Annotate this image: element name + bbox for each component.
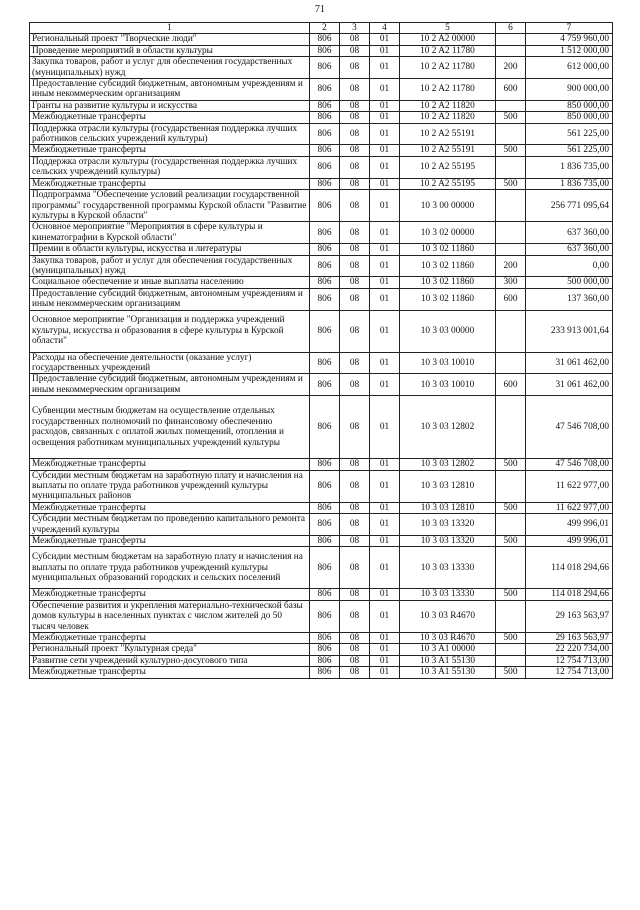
row-code-5: 10 3 02 11860 xyxy=(400,255,496,277)
row-code-6 xyxy=(496,547,526,589)
row-code-5: 10 3 02 11860 xyxy=(400,288,496,310)
table-row xyxy=(30,589,613,600)
row-code-4: 01 xyxy=(370,589,400,600)
row-amount: 1 836 735,00 xyxy=(526,156,613,178)
row-code-6 xyxy=(496,310,526,352)
row-code-6: 600 xyxy=(496,288,526,310)
row-code-4: 01 xyxy=(370,255,400,277)
row-name: Обеспечение развития и укрепления материально-технической базы домов культуры в населенных пунктах с числом жителей до 50 тысяч человек xyxy=(30,600,310,632)
row-code-6 xyxy=(496,514,526,536)
row-code-6 xyxy=(496,45,526,56)
table-row xyxy=(30,45,613,56)
row-code-4: 01 xyxy=(370,288,400,310)
row-amount: 499 996,01 xyxy=(526,514,613,536)
row-code-5: 10 3 03 10010 xyxy=(400,374,496,396)
row-code-3: 08 xyxy=(340,310,370,352)
table-row xyxy=(30,255,613,277)
row-code-4: 01 xyxy=(370,396,400,459)
table-row xyxy=(30,79,613,101)
table-row xyxy=(30,277,613,288)
row-code-5: 10 2 A2 55191 xyxy=(400,145,496,156)
row-amount: 114 018 294,66 xyxy=(526,589,613,600)
row-code-3: 08 xyxy=(340,112,370,123)
row-code-2: 806 xyxy=(310,514,340,536)
table-row xyxy=(30,222,613,244)
row-name: Гранты на развитие культуры и искусства xyxy=(30,100,310,111)
row-name: Проведение мероприятий в области культуры xyxy=(30,45,310,56)
row-code-2: 806 xyxy=(310,244,340,255)
row-code-4: 01 xyxy=(370,600,400,632)
row-amount: 256 771 095,64 xyxy=(526,190,613,222)
row-code-5: 10 3 02 11860 xyxy=(400,244,496,255)
row-code-2: 806 xyxy=(310,502,340,513)
row-code-6: 500 xyxy=(496,536,526,547)
table-row xyxy=(30,600,613,632)
table-row xyxy=(30,352,613,374)
row-code-2: 806 xyxy=(310,374,340,396)
row-code-5: 10 3 02 11860 xyxy=(400,277,496,288)
row-code-3: 08 xyxy=(340,514,370,536)
table-row xyxy=(30,244,613,255)
row-amount: 500 000,00 xyxy=(526,277,613,288)
row-code-6: 500 xyxy=(496,667,526,678)
row-code-3: 08 xyxy=(340,667,370,678)
row-code-3: 08 xyxy=(340,502,370,513)
column-header: 6 xyxy=(496,23,526,34)
row-code-3: 08 xyxy=(340,100,370,111)
row-code-4: 01 xyxy=(370,244,400,255)
row-code-6 xyxy=(496,34,526,45)
row-name: Поддержка отрасли культуры (государственная поддержка лучших сельских учреждений культуры) xyxy=(30,156,310,178)
row-code-5: 10 2 A2 00000 xyxy=(400,34,496,45)
row-code-4: 01 xyxy=(370,644,400,655)
row-code-6: 500 xyxy=(496,502,526,513)
row-code-5: 10 3 A1 00000 xyxy=(400,644,496,655)
table-row xyxy=(30,547,613,589)
row-code-3: 08 xyxy=(340,45,370,56)
row-name: Поддержка отрасли культуры (государственная поддержка лучших работников сельских учреждений культуры) xyxy=(30,123,310,145)
row-code-4: 01 xyxy=(370,667,400,678)
row-code-3: 08 xyxy=(340,244,370,255)
budget-table xyxy=(29,22,613,679)
row-code-4: 01 xyxy=(370,112,400,123)
row-code-3: 08 xyxy=(340,277,370,288)
row-code-6: 500 xyxy=(496,633,526,644)
row-code-3: 08 xyxy=(340,156,370,178)
row-code-4: 01 xyxy=(370,123,400,145)
row-name: Межбюджетные трансферты xyxy=(30,633,310,644)
row-code-2: 806 xyxy=(310,178,340,189)
table-row xyxy=(30,655,613,666)
row-code-4: 01 xyxy=(370,536,400,547)
row-code-5: 10 3 03 R4670 xyxy=(400,633,496,644)
row-code-2: 806 xyxy=(310,667,340,678)
row-code-3: 08 xyxy=(340,79,370,101)
row-amount: 31 061 462,00 xyxy=(526,352,613,374)
row-code-2: 806 xyxy=(310,123,340,145)
row-code-2: 806 xyxy=(310,459,340,470)
row-name: Региональный проект "Культурная среда" xyxy=(30,644,310,655)
row-code-5: 10 3 A1 55130 xyxy=(400,667,496,678)
row-code-3: 08 xyxy=(340,145,370,156)
row-code-2: 806 xyxy=(310,45,340,56)
row-code-5: 10 3 A1 55130 xyxy=(400,655,496,666)
row-code-6 xyxy=(496,352,526,374)
row-code-4: 01 xyxy=(370,352,400,374)
row-amount: 11 622 977,00 xyxy=(526,502,613,513)
row-code-4: 01 xyxy=(370,514,400,536)
row-amount: 47 546 708,00 xyxy=(526,396,613,459)
row-code-5: 10 3 00 00000 xyxy=(400,190,496,222)
row-code-5: 10 2 A2 11820 xyxy=(400,100,496,111)
table-row xyxy=(30,374,613,396)
row-name: Субсидии местным бюджетам по проведению капитального ремонта учреждений культуры xyxy=(30,514,310,536)
row-code-5: 10 3 03 12810 xyxy=(400,470,496,502)
column-header: 1 xyxy=(30,23,310,34)
row-name: Предоставление субсидий бюджетным, автономным учреждениям и иным некоммерческим организациям xyxy=(30,374,310,396)
row-code-3: 08 xyxy=(340,34,370,45)
row-code-4: 01 xyxy=(370,502,400,513)
row-code-2: 806 xyxy=(310,222,340,244)
row-amount: 850 000,00 xyxy=(526,100,613,111)
row-code-3: 08 xyxy=(340,547,370,589)
row-code-6 xyxy=(496,244,526,255)
row-code-4: 01 xyxy=(370,633,400,644)
row-name: Межбюджетные трансферты xyxy=(30,502,310,513)
row-code-2: 806 xyxy=(310,310,340,352)
row-code-3: 08 xyxy=(340,57,370,79)
row-code-2: 806 xyxy=(310,112,340,123)
row-code-4: 01 xyxy=(370,156,400,178)
table-row xyxy=(30,288,613,310)
row-name: Межбюджетные трансферты xyxy=(30,536,310,547)
row-code-4: 01 xyxy=(370,277,400,288)
row-amount: 114 018 294,66 xyxy=(526,547,613,589)
row-code-3: 08 xyxy=(340,352,370,374)
row-code-6 xyxy=(496,190,526,222)
table-row xyxy=(30,470,613,502)
row-name: Закупка товаров, работ и услуг для обеспечения государственных (муниципальных) нужд xyxy=(30,255,310,277)
row-code-4: 01 xyxy=(370,547,400,589)
row-code-4: 01 xyxy=(370,34,400,45)
row-code-6: 600 xyxy=(496,374,526,396)
row-amount: 29 163 563,97 xyxy=(526,600,613,632)
row-code-5: 10 2 A2 11780 xyxy=(400,79,496,101)
row-code-5: 10 3 03 13320 xyxy=(400,536,496,547)
row-name: Расходы на обеспечение деятельности (оказание услуг) государственных учреждений xyxy=(30,352,310,374)
row-code-5: 10 3 03 00000 xyxy=(400,310,496,352)
row-code-6: 500 xyxy=(496,145,526,156)
row-code-2: 806 xyxy=(310,288,340,310)
row-code-5: 10 3 03 13320 xyxy=(400,514,496,536)
row-amount: 499 996,01 xyxy=(526,536,613,547)
row-code-5: 10 3 03 12810 xyxy=(400,502,496,513)
row-code-4: 01 xyxy=(370,57,400,79)
column-header: 4 xyxy=(370,23,400,34)
row-name: Развитие сети учреждений культурно-досугового типа xyxy=(30,655,310,666)
table-row xyxy=(30,396,613,459)
row-name: Предоставление субсидий бюджетным, автономным учреждениям и иным некоммерческим организациям xyxy=(30,288,310,310)
row-name: Подпрограмма "Обеспечение условий реализации государственной программы" государственной программы Курской области "Развитие культуры в Курской области" xyxy=(30,190,310,222)
table-row xyxy=(30,178,613,189)
row-code-3: 08 xyxy=(340,178,370,189)
row-name: Межбюджетные трансферты xyxy=(30,178,310,189)
row-code-5: 10 2 A2 55195 xyxy=(400,156,496,178)
row-code-6: 500 xyxy=(496,459,526,470)
row-amount: 1 836 735,00 xyxy=(526,178,613,189)
table-row xyxy=(30,34,613,45)
row-code-2: 806 xyxy=(310,655,340,666)
row-code-4: 01 xyxy=(370,655,400,666)
table-row xyxy=(30,112,613,123)
row-amount: 637 360,00 xyxy=(526,222,613,244)
row-code-3: 08 xyxy=(340,222,370,244)
table-row xyxy=(30,514,613,536)
row-name: Межбюджетные трансферты xyxy=(30,145,310,156)
row-amount: 12 754 713,00 xyxy=(526,667,613,678)
table-row xyxy=(30,644,613,655)
table-row xyxy=(30,100,613,111)
row-name: Основное мероприятие "Мероприятия в сфере культуры и кинематографии в Курской области" xyxy=(30,222,310,244)
row-code-4: 01 xyxy=(370,178,400,189)
header-row xyxy=(30,23,613,34)
row-code-5: 10 3 03 12802 xyxy=(400,396,496,459)
row-code-5: 10 2 A2 11780 xyxy=(400,45,496,56)
row-code-5: 10 2 A2 11780 xyxy=(400,57,496,79)
row-code-2: 806 xyxy=(310,277,340,288)
row-name: Межбюджетные трансферты xyxy=(30,589,310,600)
table-row xyxy=(30,123,613,145)
row-code-3: 08 xyxy=(340,644,370,655)
row-name: Социальное обеспечение и иные выплаты населению xyxy=(30,277,310,288)
row-amount: 29 163 563,97 xyxy=(526,633,613,644)
row-code-6 xyxy=(496,222,526,244)
row-code-2: 806 xyxy=(310,633,340,644)
row-code-6: 200 xyxy=(496,57,526,79)
row-name: Закупка товаров, работ и услуг для обеспечения государственных (муниципальных) нужд xyxy=(30,57,310,79)
row-amount: 47 546 708,00 xyxy=(526,459,613,470)
row-amount: 850 000,00 xyxy=(526,112,613,123)
row-code-2: 806 xyxy=(310,100,340,111)
row-code-6 xyxy=(496,100,526,111)
row-code-5: 10 2 A2 55195 xyxy=(400,178,496,189)
row-code-6: 500 xyxy=(496,178,526,189)
row-code-4: 01 xyxy=(370,145,400,156)
table-row xyxy=(30,156,613,178)
row-name: Субвенции местным бюджетам на осуществление отдельных государственных полномочий по финансовому обеспечению расходов, связанных с оплатой жилых помещений, отопления и освещения работникам муниципальных учреждений культуры xyxy=(30,396,310,459)
row-amount: 233 913 001,64 xyxy=(526,310,613,352)
row-name: Межбюджетные трансферты xyxy=(30,459,310,470)
row-code-5: 10 3 03 13330 xyxy=(400,547,496,589)
row-code-2: 806 xyxy=(310,145,340,156)
column-header: 5 xyxy=(400,23,496,34)
row-amount: 4 759 960,00 xyxy=(526,34,613,45)
row-name: Субсидии местным бюджетам на заработную плату и начисления на выплаты по оплате труда работников учреждений культуры муниципальных образований городских и сельских поселений xyxy=(30,547,310,589)
row-code-5: 10 3 03 12802 xyxy=(400,459,496,470)
row-code-2: 806 xyxy=(310,79,340,101)
table-row xyxy=(30,57,613,79)
row-code-2: 806 xyxy=(310,470,340,502)
row-code-2: 806 xyxy=(310,57,340,79)
table-row xyxy=(30,145,613,156)
table-row xyxy=(30,667,613,678)
row-code-6: 500 xyxy=(496,589,526,600)
table-row xyxy=(30,502,613,513)
table-row xyxy=(30,459,613,470)
row-code-3: 08 xyxy=(340,255,370,277)
row-code-3: 08 xyxy=(340,655,370,666)
row-code-2: 806 xyxy=(310,190,340,222)
row-amount: 22 220 734,00 xyxy=(526,644,613,655)
row-code-6 xyxy=(496,123,526,145)
row-code-5: 10 3 02 00000 xyxy=(400,222,496,244)
row-code-6 xyxy=(496,156,526,178)
row-code-2: 806 xyxy=(310,589,340,600)
row-code-2: 806 xyxy=(310,396,340,459)
row-code-6 xyxy=(496,396,526,459)
row-code-2: 806 xyxy=(310,536,340,547)
row-amount: 561 225,00 xyxy=(526,123,613,145)
row-code-5: 10 2 A2 55191 xyxy=(400,123,496,145)
row-amount: 612 000,00 xyxy=(526,57,613,79)
row-amount: 900 000,00 xyxy=(526,79,613,101)
column-header: 2 xyxy=(310,23,340,34)
row-code-3: 08 xyxy=(340,396,370,459)
row-code-4: 01 xyxy=(370,310,400,352)
row-code-4: 01 xyxy=(370,79,400,101)
row-code-5: 10 3 03 10010 xyxy=(400,352,496,374)
row-code-4: 01 xyxy=(370,222,400,244)
row-name: Межбюджетные трансферты xyxy=(30,667,310,678)
row-name: Премии в области культуры, искусства и литературы xyxy=(30,244,310,255)
row-code-3: 08 xyxy=(340,589,370,600)
row-code-2: 806 xyxy=(310,352,340,374)
row-code-5: 10 2 A2 11820 xyxy=(400,112,496,123)
row-name: Региональный проект "Творческие люди" xyxy=(30,34,310,45)
row-code-3: 08 xyxy=(340,470,370,502)
column-header: 7 xyxy=(526,23,613,34)
row-code-3: 08 xyxy=(340,536,370,547)
row-code-4: 01 xyxy=(370,374,400,396)
row-name: Основное мероприятие "Организация и поддержка учреждений культуры, искусства и образования в сфере культуры в Курской области" xyxy=(30,310,310,352)
row-code-6 xyxy=(496,470,526,502)
row-amount: 0,00 xyxy=(526,255,613,277)
row-amount: 11 622 977,00 xyxy=(526,470,613,502)
row-code-6: 600 xyxy=(496,79,526,101)
row-code-6 xyxy=(496,655,526,666)
row-code-3: 08 xyxy=(340,633,370,644)
row-amount: 31 061 462,00 xyxy=(526,374,613,396)
row-code-2: 806 xyxy=(310,600,340,632)
row-code-6: 200 xyxy=(496,255,526,277)
row-code-3: 08 xyxy=(340,123,370,145)
row-amount: 12 754 713,00 xyxy=(526,655,613,666)
row-code-2: 806 xyxy=(310,156,340,178)
page-number: 71 xyxy=(315,4,325,15)
table-row xyxy=(30,310,613,352)
row-amount: 561 225,00 xyxy=(526,145,613,156)
row-name: Субсидии местным бюджетам на заработную плату и начисления на выплаты по оплате труда работников учреждений культуры муниципальных районов xyxy=(30,470,310,502)
row-code-4: 01 xyxy=(370,459,400,470)
row-code-6 xyxy=(496,644,526,655)
table-row xyxy=(30,633,613,644)
row-amount: 137 360,00 xyxy=(526,288,613,310)
row-code-4: 01 xyxy=(370,190,400,222)
row-code-5: 10 3 03 13330 xyxy=(400,589,496,600)
row-code-3: 08 xyxy=(340,288,370,310)
row-code-3: 08 xyxy=(340,374,370,396)
row-code-4: 01 xyxy=(370,470,400,502)
row-name: Межбюджетные трансферты xyxy=(30,112,310,123)
row-amount: 637 360,00 xyxy=(526,244,613,255)
row-code-6: 300 xyxy=(496,277,526,288)
row-code-2: 806 xyxy=(310,255,340,277)
row-code-6 xyxy=(496,600,526,632)
table-row xyxy=(30,190,613,222)
column-header: 3 xyxy=(340,23,370,34)
row-code-3: 08 xyxy=(340,459,370,470)
row-code-4: 01 xyxy=(370,45,400,56)
row-code-2: 806 xyxy=(310,34,340,45)
row-code-6: 500 xyxy=(496,112,526,123)
row-name: Предоставление субсидий бюджетным, автономным учреждениям и иным некоммерческим организациям xyxy=(30,79,310,101)
row-code-3: 08 xyxy=(340,600,370,632)
row-code-2: 806 xyxy=(310,644,340,655)
row-code-2: 806 xyxy=(310,547,340,589)
row-code-4: 01 xyxy=(370,100,400,111)
row-code-5: 10 3 03 R4670 xyxy=(400,600,496,632)
row-code-3: 08 xyxy=(340,190,370,222)
table-row xyxy=(30,536,613,547)
row-amount: 1 512 000,00 xyxy=(526,45,613,56)
